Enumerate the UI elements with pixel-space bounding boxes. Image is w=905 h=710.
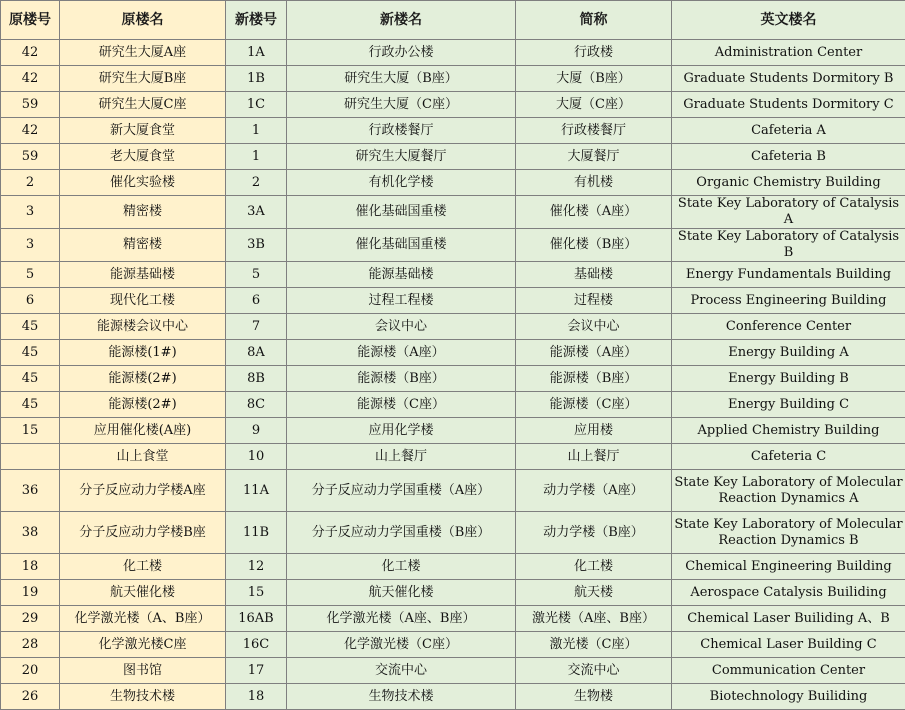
cell-new-name: 分子反应动力学国重楼（A座）	[287, 470, 516, 512]
cell-short-name: 会议中心	[516, 314, 672, 340]
table-row	[1, 92, 905, 118]
table-row	[1, 366, 905, 392]
cell-english-name: Chemical Engineering Building	[672, 554, 905, 580]
cell-english-name: Cafeteria B	[672, 144, 905, 170]
cell-short-name: 山上餐厅	[516, 444, 672, 470]
cell-short-name: 交流中心	[516, 658, 672, 684]
cell-short-name: 大厦餐厅	[516, 144, 672, 170]
cell-english-name: Energy Building C	[672, 392, 905, 418]
cell-original-name: 研究生大厦B座	[60, 66, 226, 92]
cell-english-name: Cafeteria A	[672, 118, 905, 144]
cell-english-name: Energy Building B	[672, 366, 905, 392]
cell-short-name: 催化楼（A座）	[516, 196, 672, 229]
cell-original-number: 5	[1, 262, 60, 288]
cell-short-name: 行政楼餐厅	[516, 118, 672, 144]
table-row	[1, 606, 905, 632]
cell-new-number: 12	[226, 554, 287, 580]
cell-english-name: Graduate Students Dormitory C	[672, 92, 905, 118]
cell-original-number: 45	[1, 314, 60, 340]
cell-english-name: Biotechnology Builiding	[672, 684, 905, 710]
table-row	[1, 554, 905, 580]
cell-short-name: 能源楼（B座）	[516, 366, 672, 392]
cell-new-name: 分子反应动力学国重楼（B座）	[287, 512, 516, 554]
cell-short-name: 激光楼（A座、B座）	[516, 606, 672, 632]
cell-new-number: 15	[226, 580, 287, 606]
cell-original-name: 航天催化楼	[60, 580, 226, 606]
cell-new-name: 能源楼（B座）	[287, 366, 516, 392]
cell-original-number: 45	[1, 392, 60, 418]
cell-english-name: Energy Building A	[672, 340, 905, 366]
cell-original-number: 29	[1, 606, 60, 632]
cell-original-number: 36	[1, 470, 60, 512]
table-row	[1, 170, 905, 196]
cell-short-name: 能源楼（A座）	[516, 340, 672, 366]
cell-original-name: 能源基础楼	[60, 262, 226, 288]
header-row	[1, 1, 905, 40]
cell-original-number	[1, 444, 60, 470]
cell-original-name: 山上食堂	[60, 444, 226, 470]
cell-new-number: 3A	[226, 196, 287, 229]
cell-original-name: 能源楼(1#)	[60, 340, 226, 366]
cell-new-name: 化学激光楼（A座、B座）	[287, 606, 516, 632]
cell-new-number: 8B	[226, 366, 287, 392]
cell-new-name: 行政楼餐厅	[287, 118, 516, 144]
cell-original-number: 38	[1, 512, 60, 554]
cell-original-name: 能源楼(2#)	[60, 366, 226, 392]
cell-original-name: 化学激光楼C座	[60, 632, 226, 658]
cell-original-number: 20	[1, 658, 60, 684]
header-new-number: 新楼号	[226, 1, 287, 40]
table-row	[1, 658, 905, 684]
cell-original-number: 26	[1, 684, 60, 710]
cell-new-number: 11B	[226, 512, 287, 554]
cell-original-number: 45	[1, 366, 60, 392]
cell-short-name: 化工楼	[516, 554, 672, 580]
cell-new-name: 过程工程楼	[287, 288, 516, 314]
cell-english-name: Applied Chemistry Building	[672, 418, 905, 444]
cell-original-name: 应用催化楼(A座)	[60, 418, 226, 444]
cell-original-name: 精密楼	[60, 196, 226, 229]
cell-original-name: 能源楼(2#)	[60, 392, 226, 418]
cell-original-number: 28	[1, 632, 60, 658]
table-body	[1, 40, 905, 710]
cell-original-name: 老大厦食堂	[60, 144, 226, 170]
table-row	[1, 684, 905, 710]
cell-new-number: 16C	[226, 632, 287, 658]
cell-english-name: Process Engineering Building	[672, 288, 905, 314]
cell-english-name: Cafeteria C	[672, 444, 905, 470]
cell-new-name: 研究生大厦（C座）	[287, 92, 516, 118]
cell-new-name: 会议中心	[287, 314, 516, 340]
cell-original-name: 生物技术楼	[60, 684, 226, 710]
cell-new-name: 交流中心	[287, 658, 516, 684]
cell-original-number: 45	[1, 340, 60, 366]
cell-new-number: 7	[226, 314, 287, 340]
cell-short-name: 大厦（C座）	[516, 92, 672, 118]
cell-original-number: 59	[1, 144, 60, 170]
cell-new-name: 化学激光楼（C座）	[287, 632, 516, 658]
cell-original-name: 催化实验楼	[60, 170, 226, 196]
table-row	[1, 229, 905, 262]
cell-new-name: 行政办公楼	[287, 40, 516, 66]
cell-short-name: 基础楼	[516, 262, 672, 288]
header-original-name: 原楼名	[60, 1, 226, 40]
cell-new-name: 研究生大厦（B座）	[287, 66, 516, 92]
cell-new-name: 应用化学楼	[287, 418, 516, 444]
cell-original-number: 18	[1, 554, 60, 580]
cell-english-name: State Key Laboratory of Molecular Reaction Dynamics B	[672, 512, 905, 554]
cell-english-name: Conference Center	[672, 314, 905, 340]
cell-new-name: 催化基础国重楼	[287, 229, 516, 262]
cell-english-name: Chemical Laser Building C	[672, 632, 905, 658]
cell-original-number: 15	[1, 418, 60, 444]
cell-original-number: 3	[1, 196, 60, 229]
cell-original-number: 3	[1, 229, 60, 262]
cell-new-number: 1	[226, 144, 287, 170]
header-short-name: 简称	[516, 1, 672, 40]
table-row	[1, 262, 905, 288]
cell-original-name: 分子反应动力学楼B座	[60, 512, 226, 554]
cell-english-name: Administration Center	[672, 40, 905, 66]
cell-short-name: 行政楼	[516, 40, 672, 66]
cell-original-name: 化学激光楼（A、B座）	[60, 606, 226, 632]
cell-english-name: Energy Fundamentals Building	[672, 262, 905, 288]
cell-english-name: Aerospace Catalysis Builiding	[672, 580, 905, 606]
cell-new-number: 1C	[226, 92, 287, 118]
cell-original-number: 42	[1, 40, 60, 66]
cell-new-number: 1B	[226, 66, 287, 92]
cell-new-name: 能源基础楼	[287, 262, 516, 288]
cell-new-number: 5	[226, 262, 287, 288]
table-row	[1, 288, 905, 314]
cell-new-number: 8A	[226, 340, 287, 366]
cell-original-name: 现代化工楼	[60, 288, 226, 314]
cell-short-name: 大厦（B座）	[516, 66, 672, 92]
header-english-name: 英文楼名	[672, 1, 905, 40]
cell-new-number: 8C	[226, 392, 287, 418]
cell-new-number: 18	[226, 684, 287, 710]
cell-original-name: 分子反应动力学楼A座	[60, 470, 226, 512]
cell-english-name: Graduate Students Dormitory B	[672, 66, 905, 92]
cell-short-name: 动力学楼（A座）	[516, 470, 672, 512]
cell-new-name: 能源楼（A座）	[287, 340, 516, 366]
cell-short-name: 航天楼	[516, 580, 672, 606]
cell-new-number: 3B	[226, 229, 287, 262]
cell-short-name: 过程楼	[516, 288, 672, 314]
table-row	[1, 512, 905, 554]
cell-short-name: 能源楼（C座）	[516, 392, 672, 418]
cell-original-number: 42	[1, 118, 60, 144]
cell-new-name: 化工楼	[287, 554, 516, 580]
table-row	[1, 340, 905, 366]
table-row	[1, 314, 905, 340]
table-row	[1, 196, 905, 229]
cell-new-name: 催化基础国重楼	[287, 196, 516, 229]
cell-new-number: 1A	[226, 40, 287, 66]
cell-new-number: 17	[226, 658, 287, 684]
cell-english-name: Chemical Laser Builiding A、B	[672, 606, 905, 632]
cell-new-name: 山上餐厅	[287, 444, 516, 470]
cell-new-name: 航天催化楼	[287, 580, 516, 606]
table-row	[1, 392, 905, 418]
table-row	[1, 66, 905, 92]
cell-original-number: 6	[1, 288, 60, 314]
cell-new-number: 1	[226, 118, 287, 144]
cell-new-number: 10	[226, 444, 287, 470]
cell-short-name: 应用楼	[516, 418, 672, 444]
cell-original-name: 新大厦食堂	[60, 118, 226, 144]
cell-new-name: 生物技术楼	[287, 684, 516, 710]
cell-new-number: 2	[226, 170, 287, 196]
cell-original-number: 19	[1, 580, 60, 606]
cell-short-name: 生物楼	[516, 684, 672, 710]
table-row	[1, 418, 905, 444]
table-row	[1, 580, 905, 606]
cell-short-name: 激光楼（C座）	[516, 632, 672, 658]
cell-short-name: 有机楼	[516, 170, 672, 196]
cell-original-number: 42	[1, 66, 60, 92]
cell-original-number: 2	[1, 170, 60, 196]
cell-original-name: 研究生大厦A座	[60, 40, 226, 66]
table-row	[1, 118, 905, 144]
table-row	[1, 470, 905, 512]
cell-english-name: State Key Laboratory of Catalysis A	[672, 196, 905, 229]
header-new-name: 新楼名	[287, 1, 516, 40]
cell-new-number: 11A	[226, 470, 287, 512]
cell-english-name: Communication Center	[672, 658, 905, 684]
cell-short-name: 动力学楼（B座）	[516, 512, 672, 554]
cell-original-name: 研究生大厦C座	[60, 92, 226, 118]
cell-new-name: 有机化学楼	[287, 170, 516, 196]
cell-new-name: 研究生大厦餐厅	[287, 144, 516, 170]
cell-english-name: Organic Chemistry Building	[672, 170, 905, 196]
cell-english-name: State Key Laboratory of Catalysis B	[672, 229, 905, 262]
table-row	[1, 40, 905, 66]
cell-new-number: 6	[226, 288, 287, 314]
cell-original-name: 精密楼	[60, 229, 226, 262]
table-row	[1, 632, 905, 658]
table-row	[1, 144, 905, 170]
cell-new-name: 能源楼（C座）	[287, 392, 516, 418]
cell-new-number: 16AB	[226, 606, 287, 632]
cell-original-name: 化工楼	[60, 554, 226, 580]
cell-original-number: 59	[1, 92, 60, 118]
cell-original-name: 图书馆	[60, 658, 226, 684]
cell-english-name: State Key Laboratory of Molecular Reaction Dynamics A	[672, 470, 905, 512]
cell-original-name: 能源楼会议中心	[60, 314, 226, 340]
header-original-number: 原楼号	[1, 1, 60, 40]
cell-short-name: 催化楼（B座）	[516, 229, 672, 262]
table-row	[1, 444, 905, 470]
cell-new-number: 9	[226, 418, 287, 444]
